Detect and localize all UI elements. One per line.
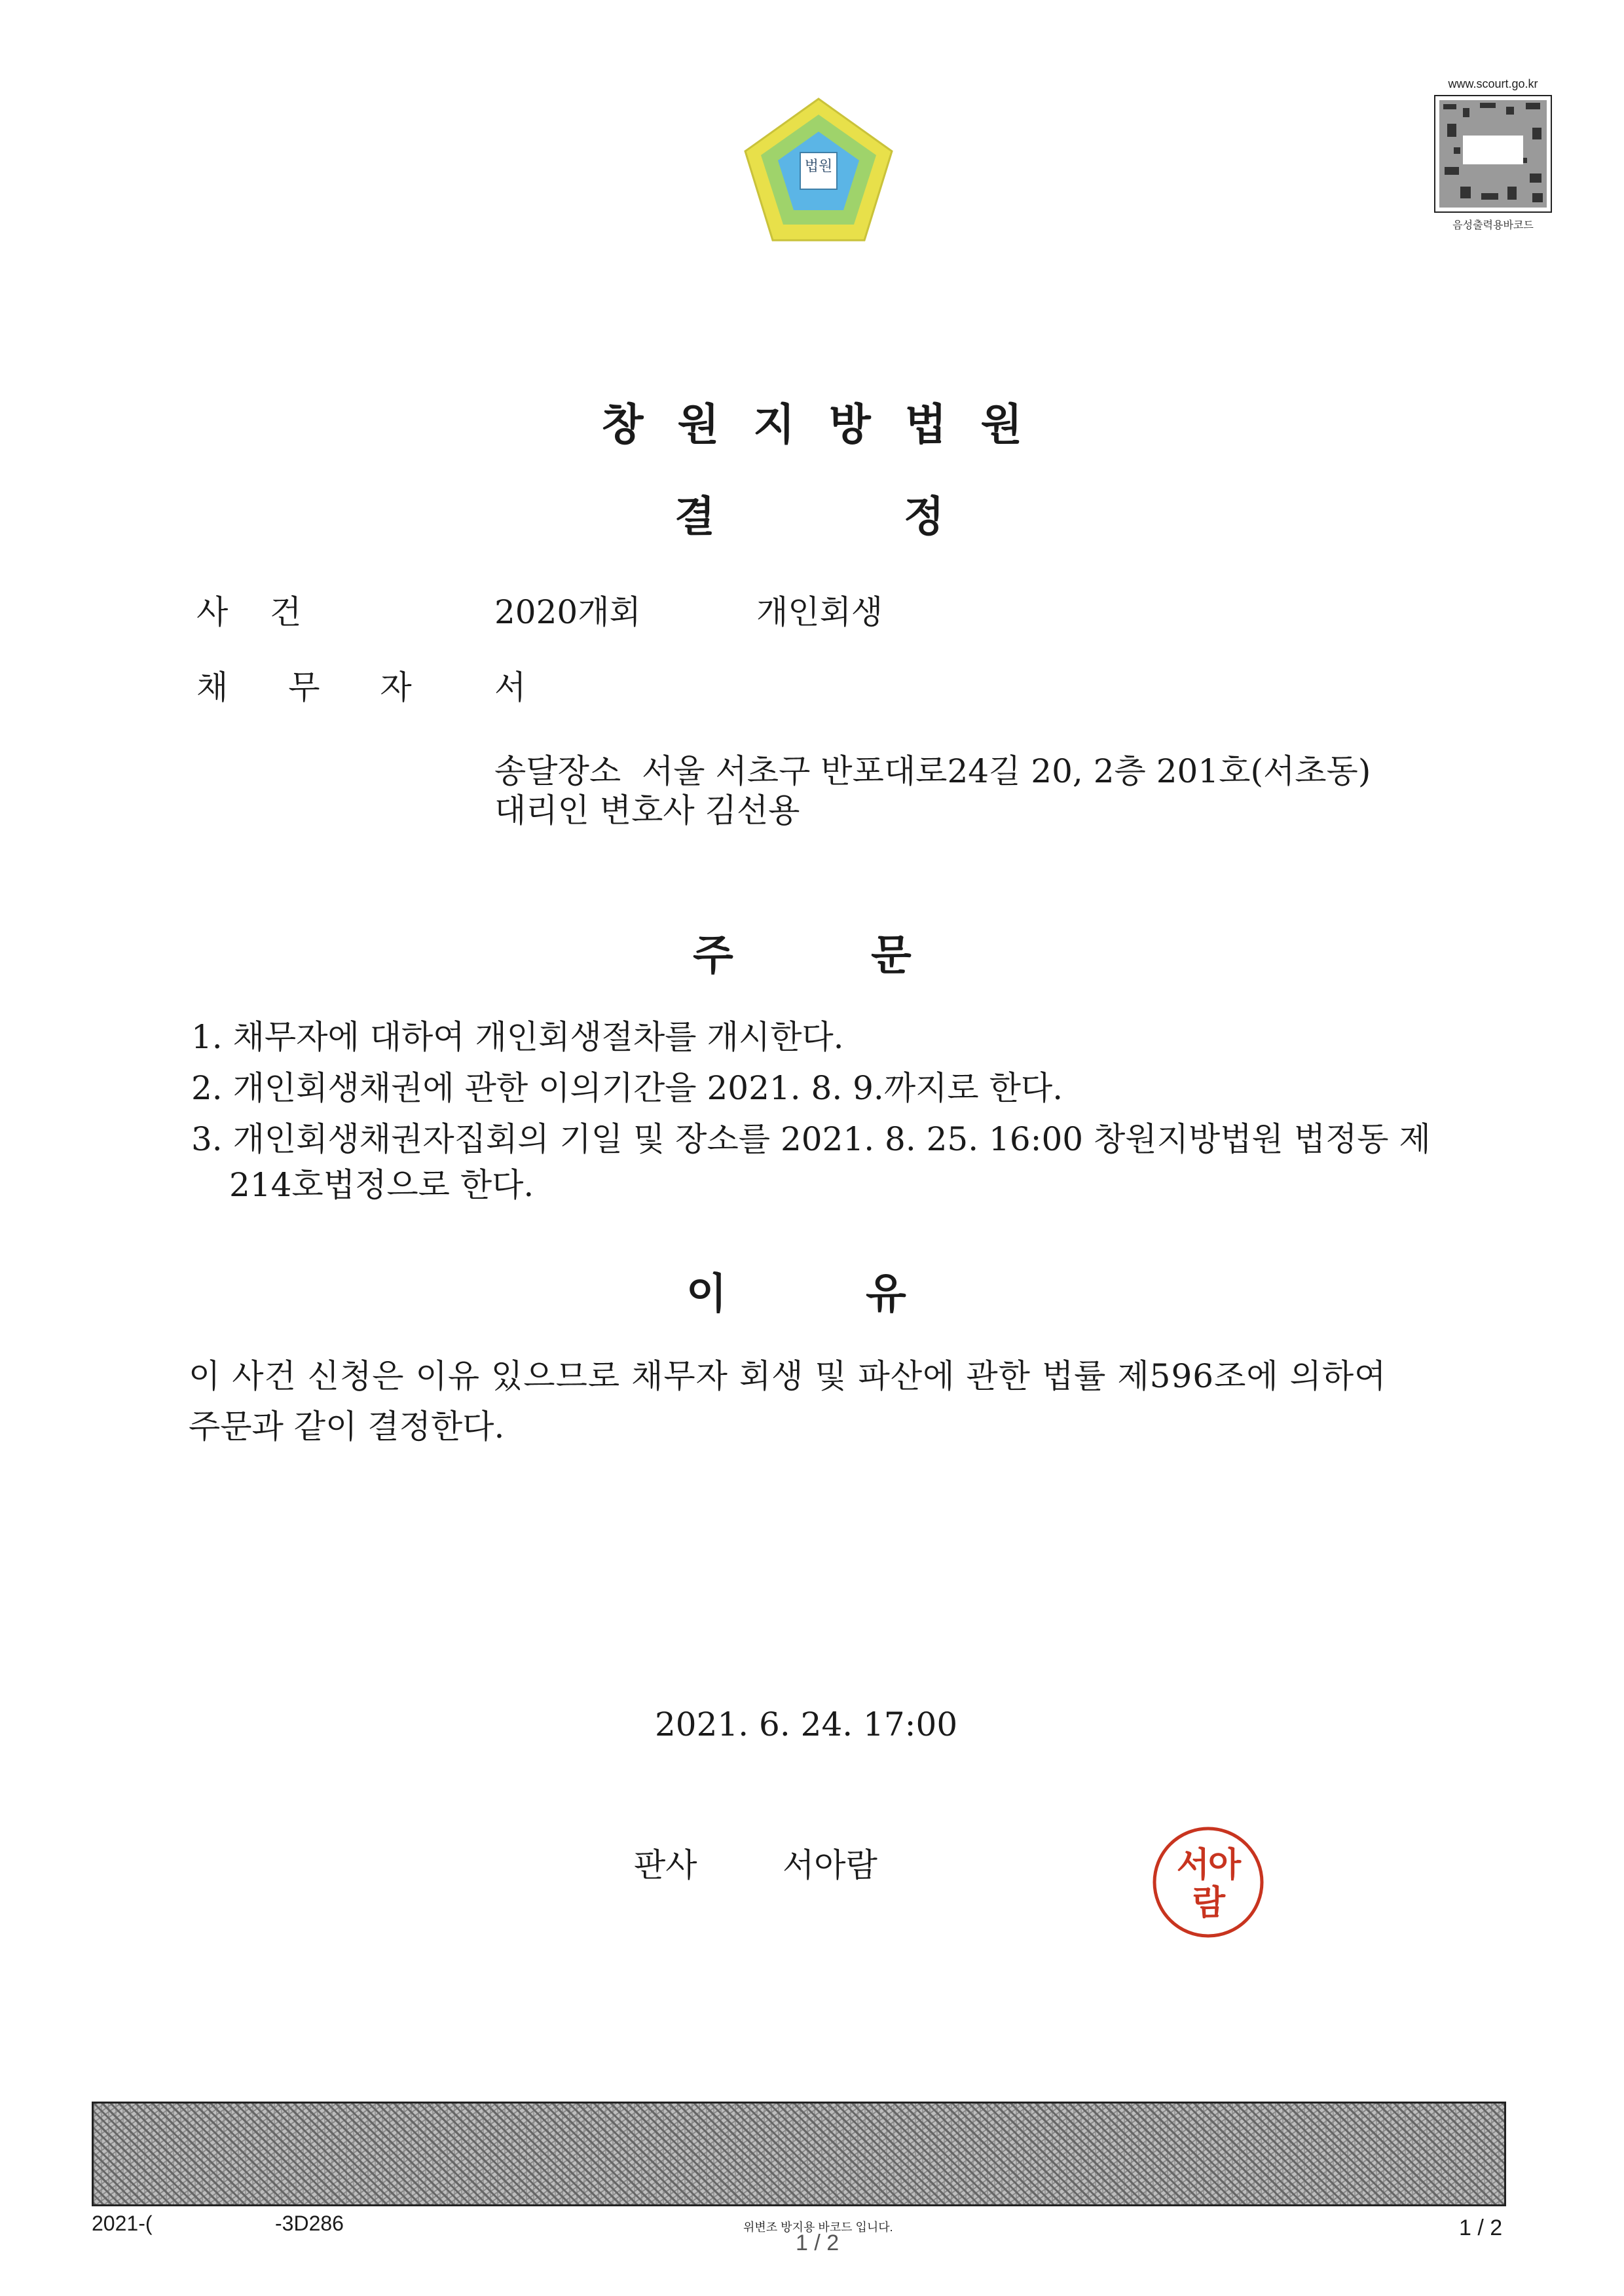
legal-agent: 대리인 변호사 김선용 xyxy=(494,792,800,829)
case-number: 2020개회 xyxy=(494,593,641,631)
order-item-2: 2. 개인회생채권에 관한 이의기간을 2021. 8. 9.까지로 한다. xyxy=(191,1069,1063,1107)
judge-seal-stamp xyxy=(1149,1823,1267,1941)
judge-label: 판사 xyxy=(634,1846,697,1884)
case-type: 개인회생 xyxy=(756,593,883,631)
reason-line-2: 주문과 같이 결정한다. xyxy=(189,1408,505,1446)
qr-code-icon xyxy=(1434,95,1552,213)
order-item-1: 1. 채무자에 대하여 개인회생절차를 개시한다. xyxy=(191,1018,844,1056)
voice-barcode-block xyxy=(1428,77,1559,232)
page-number-right: 1 / 2 xyxy=(1459,2215,1503,2240)
document-id-suffix: -3D286 xyxy=(275,2212,344,2235)
barcode-caption: 음성출력용바코드 xyxy=(1452,220,1534,231)
seal-text: 서아람 xyxy=(1176,1846,1240,1923)
anti-forgery-barcode xyxy=(92,2102,1506,2206)
order-item-3: 3. 개인회생채권자집회의 기일 및 장소를 2021. 8. 25. 16:00 창원지방법원 법정동 제 xyxy=(191,1120,1431,1158)
emblem-text: 법원 xyxy=(804,158,833,175)
decision-date: 2021. 6. 24. 17:00 xyxy=(655,1705,958,1743)
decision-heading-left: 결 xyxy=(674,493,715,541)
page-number-center: 1 / 2 xyxy=(796,2231,840,2255)
service-address: 송달장소 서울 서초구 반포대로24길 20, 2층 201호(서초동) xyxy=(494,752,1371,790)
court-name: 창원지방법원 xyxy=(601,399,1057,450)
decision-heading-right: 정 xyxy=(904,493,944,541)
debtor-name: 서 xyxy=(494,668,526,706)
document-id-prefix: 2021-( xyxy=(92,2212,153,2235)
reason-heading-left: 이 xyxy=(686,1270,727,1319)
reason-line-1: 이 사건 신청은 이유 있으므로 채무자 회생 및 파산에 관한 법률 제596조에 의하여 xyxy=(189,1357,1387,1395)
anti-forgery-note: 위변조 방지용 바코드 입니다. xyxy=(743,2221,893,2234)
order-heading-right: 문 xyxy=(871,932,912,980)
order-item-3-continued: 214호법정으로 한다. xyxy=(229,1166,534,1204)
case-label: 사 건 xyxy=(196,593,304,631)
reason-heading-right: 유 xyxy=(866,1270,906,1319)
order-heading-left: 주 xyxy=(693,932,733,980)
court-url: www.scourt.go.kr xyxy=(1448,77,1538,90)
judge-name: 서아람 xyxy=(783,1846,877,1884)
court-emblem xyxy=(740,95,897,246)
debtor-label: 채 무 자 xyxy=(196,668,437,706)
